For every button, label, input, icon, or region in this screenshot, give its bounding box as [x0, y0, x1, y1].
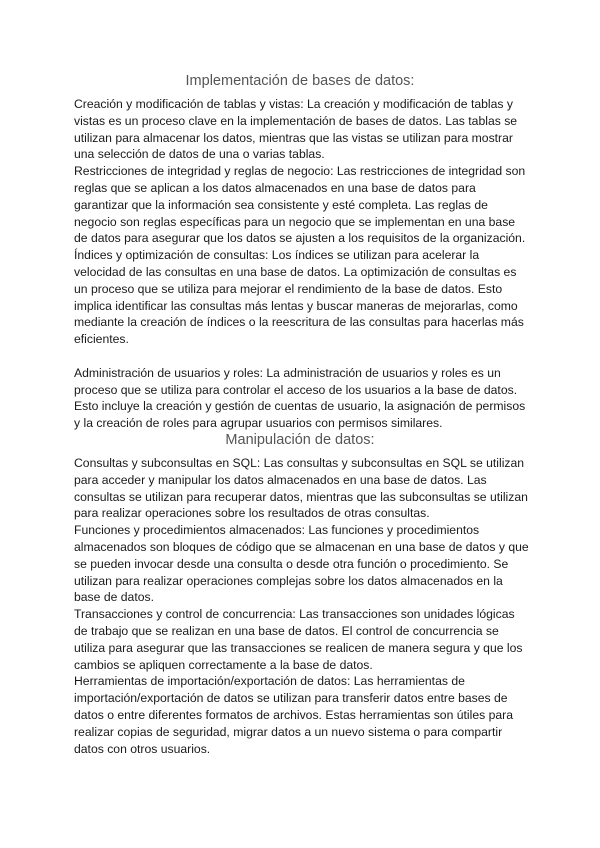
paragraph-spacer: [74, 348, 530, 365]
paragraph-herramientas: Herramientas de importación/exportación de datos: Las herramientas de importación/exportación de datos se utilizan para transferir datos entre bases de datos o entre diferentes formatos de archivos. Estas herramientas son útiles para realizar copias de seguridad, migrar datos a un nuevo sistema o para compartir datos con otros usuarios.: [74, 674, 513, 756]
paragraph-transacciones: Transacciones y control de concurrencia: Las transacciones son unidades lógicas de trabajo que se realizan en una base de datos. El control de concurrencia se utiliza para asegurar que las transacciones se realicen de manera segura y que los cambios se apliquen correctamente a la base de datos.: [74, 607, 523, 672]
paragraph-tablas-vistas: Creación y modificación de tablas y vistas: La creación y modificación de tablas y vistas es un proceso clave en la implementación de bases de datos. Las tablas se utilizan para almacenar los datos, mientras que las vistas se utilizan para mostrar una selección de datos de una o varias tablas.: [74, 97, 518, 162]
paragraph-funciones: Funciones y procedimientos almacenados: Las funciones y procedimientos almacenados son bloques de código que se almacenan en una base de datos y que se pueden invocar desde una consulta o desde otra función o procedimiento. Se utilizan para realizar operaciones complejas sobre los datos almacenados en la base de datos.: [74, 523, 529, 605]
paragraph-restricciones: Restricciones de integridad y reglas de negocio: Las restricciones de integridad son reglas que se aplican a los datos almacenados en una base de datos para garantizar que la información sea consistente y esté completa. Las reglas de negocio son reglas específicas para un negocio que se implementan en una base de datos para asegurar que los datos se ajusten a los requisitos de la organización.: [74, 164, 526, 246]
paragraph-usuarios-roles: Administración de usuarios y roles: La administración de usuarios y roles es un proceso que se utiliza para controlar el acceso de los usuarios a la base de datos. Esto incluye la creación y gestión de cuentas de usuario, la asignación de permisos y la creación de roles para agrupar usuarios con permisos similares.: [74, 365, 526, 431]
section-title-manipulacion: Manipulación de datos:: [225, 432, 375, 448]
paragraph-consultas: Consultas y subconsultas en SQL: Las consultas y subconsultas en SQL se utilizan para acceder y manipular los datos almacenados en una base de datos. Las consultas se utilizan para recuperar datos, mientras que las subconsultas se utilizan para realizar operaciones sobre los resultados de otras consultas.: [74, 456, 528, 521]
paragraph-indices: Índices y optimización de consultas: Los índices se utilizan para acelerar la velocidad de las consultas en una base de datos. La optimización de consultas es un proceso que se utiliza para mejorar el rendimiento de la base de datos. Esto implica identificar las consultas más lentas y buscar maneras de mejorarlas, como mediante la creación de índices o la reescritura de las consultas para hacerlas más eficientes.: [74, 248, 524, 347]
section-body-implementacion: [74, 96, 530, 432]
section-title-implementacion: Implementación de bases de datos:: [185, 73, 415, 89]
section-body-manipulacion: [74, 455, 530, 757]
